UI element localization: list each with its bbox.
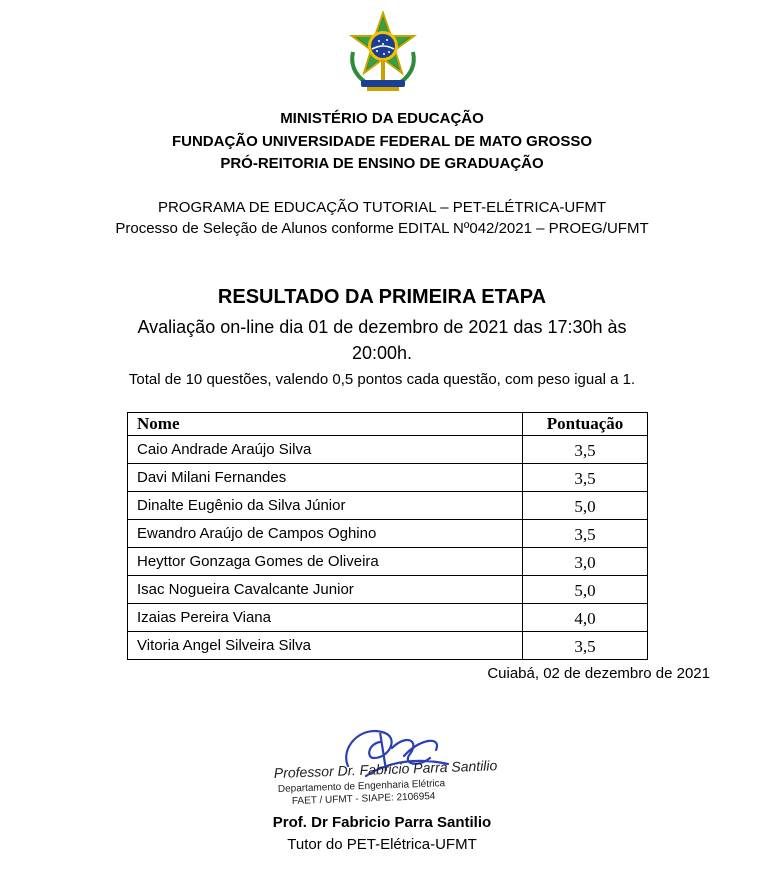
signer-name: Prof. Dr Fabricio Parra Santilio	[272, 814, 492, 831]
student-name: Isac Nogueira Cavalcante Junior	[128, 576, 523, 604]
student-name: Vitoria Angel Silveira Silva	[128, 632, 523, 660]
student-score: 3,5	[523, 464, 648, 492]
table-row	[128, 632, 648, 660]
student-score: 5,0	[523, 576, 648, 604]
student-name: Dinalte Eugênio da Silva Júnior	[128, 492, 523, 520]
stamp-line-1: Professor Dr. Fabricio Parra Santilio	[273, 757, 498, 781]
program-line: PROGRAMA DE EDUCAÇÃO TUTORIAL – PET-ELÉTRICA-UFMT	[157, 199, 607, 216]
university-heading: FUNDAÇÃO UNIVERSIDADE FEDERAL DE MATO GROSSO	[171, 133, 593, 150]
student-name: Izaias Pereira Viana	[128, 604, 523, 632]
table-row	[128, 520, 648, 548]
table-header-row	[128, 413, 648, 436]
student-score: 3,5	[523, 632, 648, 660]
student-name: Heyttor Gonzaga Gomes de Oliveira	[128, 548, 523, 576]
ministry-heading: MINISTÉRIO DA EDUCAÇÃO	[280, 110, 484, 127]
dean-office-heading: PRÓ-REITORIA DE ENSINO DE GRADUAÇÃO	[220, 155, 544, 172]
evaluation-line-2: 20:00h.	[351, 343, 413, 363]
table-row	[128, 464, 648, 492]
student-score: 3,0	[523, 548, 648, 576]
signature-stamp	[270, 718, 515, 810]
table-row	[128, 548, 648, 576]
student-name: Caio Andrade Araújo Silva	[128, 436, 523, 464]
table-row	[128, 436, 648, 464]
table-row	[128, 492, 648, 520]
stamp-line-2: Departamento de Engenharia Elétrica	[277, 778, 446, 795]
signer-role: Tutor do PET-Elétrica-UFMT	[287, 836, 477, 853]
results-table	[127, 412, 648, 660]
evaluation-line-1: Avaliação on-line dia 01 de dezembro de 2021 das 17:30h às	[137, 317, 627, 337]
place-and-date: Cuiabá, 02 de dezembro de 2021	[487, 665, 710, 682]
scoring-note: Total de 10 questões, valendo 0,5 pontos cada questão, com peso igual a 1.	[128, 371, 636, 388]
student-name: Ewandro Araújo de Campos Oghino	[128, 520, 523, 548]
student-name: Davi Milani Fernandes	[128, 464, 523, 492]
name-column-header: Nome	[128, 413, 523, 436]
table-row	[128, 604, 648, 632]
brazil-coat-of-arms-emblem	[345, 10, 421, 92]
student-score: 3,5	[523, 520, 648, 548]
student-score: 3,5	[523, 436, 648, 464]
result-title: RESULTADO DA PRIMEIRA ETAPA	[217, 286, 547, 308]
student-score: 5,0	[523, 492, 648, 520]
process-line: Processo de Seleção de Alunos conforme EDITAL Nº042/2021 – PROEG/UFMT	[115, 220, 649, 237]
stamp-line-3: FAET / UFMT - SIAPE: 2106954	[291, 790, 436, 807]
score-column-header: Pontuação	[523, 413, 648, 436]
table-row	[128, 576, 648, 604]
student-score: 4,0	[523, 604, 648, 632]
